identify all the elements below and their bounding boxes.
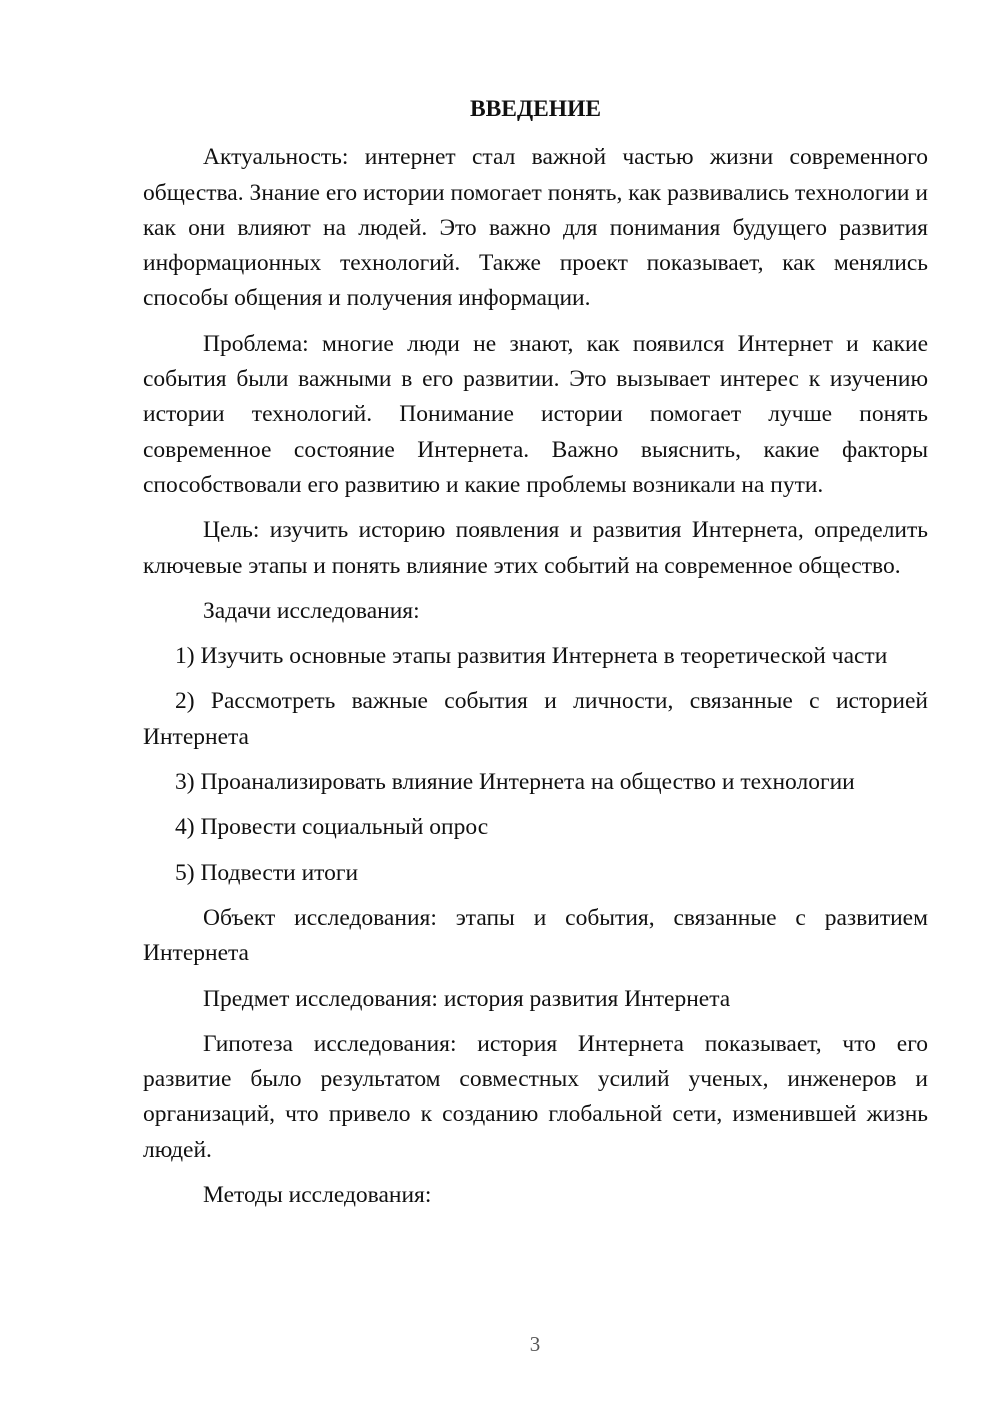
task-item: 4) Провести социальный опрос [175, 814, 489, 841]
object-paragraph: Объект исследования: этапы и события, связанные с развитием Интернета [143, 904, 928, 967]
task-item: 1) Изучить основные этапы развития Интернета в теоретической части [175, 643, 888, 670]
hypothesis-paragraph: Гипотеза исследования: история Интернета показывает, что его развитие было результатом совместных усилий ученых, инженеров и организаций, что привело к созданию глобальной сети, изменившей жизнь людей. [143, 1030, 928, 1163]
tasks-list [143, 639, 928, 891]
task-item: 3) Проанализировать влияние Интернета на общество и технологии [175, 769, 855, 796]
document-page [143, 92, 928, 1223]
section-title: ВВЕДЕНИЕ [469, 96, 602, 122]
page-number: 3 [529, 1332, 541, 1356]
problem-paragraph: Проблема: многие люди не знают, как появился Интернет и какие события были важными в его развитии. Это вызывает интерес к изучению истории технологий. Понимание истории помогает лучше понять современное состояние Интернета. Важно выяснить, какие факторы способствовали его развитию и какие проблемы возникали на пути. [143, 330, 928, 498]
task-item: 2) Рассмотреть важные события и личности, связанные с историей Интернета [143, 688, 928, 750]
methods-heading: Методы исследования: [203, 1182, 432, 1209]
goal-paragraph: Цель: изучить историю появления и развития Интернета, определить ключевые этапы и понять влияние этих событий на современное общество. [143, 517, 928, 579]
task-item: 5) Подвести итоги [175, 859, 359, 886]
tasks-heading: Задачи исследования: [203, 597, 420, 624]
subject-paragraph: Предмет исследования: история развития Интернета [203, 985, 731, 1012]
relevance-paragraph: Актуальность: интернет стал важной частью жизни современного общества. Знание его истории помогает понять, как развивались технологии и как они влияют на людей. Это важно для понимания будущего развития информационных технологий. Также проект показывает, как менялись способы общения и получения информации. [143, 144, 928, 312]
